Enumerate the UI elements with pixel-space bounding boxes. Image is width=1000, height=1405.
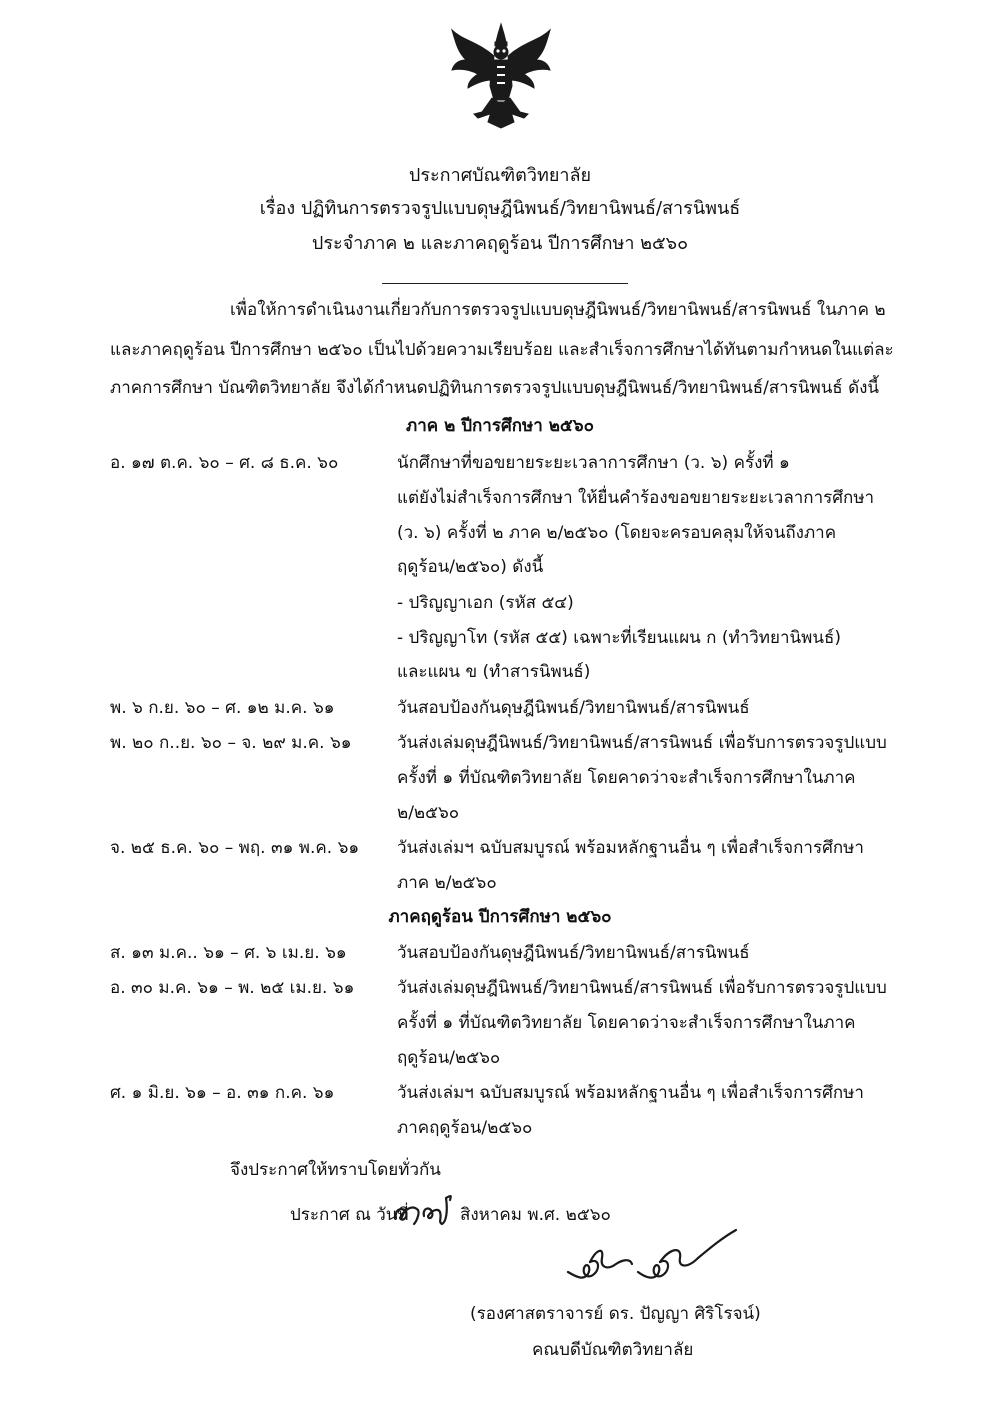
handwritten-day-numeral <box>392 1192 454 1230</box>
announce-date-prefix: ประกาศ ณ วันที่ <box>290 1205 409 1225</box>
entry-line: ๒/๒๕๖๐ <box>397 803 460 823</box>
entry-line: ฤดูร้อน/๒๕๖๐ <box>397 1048 501 1068</box>
entry-line: แต่ยังไม่สำเร็จการศึกษา ให้ยื่นคำร้องขอขยายระยะเวลาการศึกษา <box>397 488 875 508</box>
announcement-term: ประจำภาค ๒ และภาคฤดูร้อน ปีการศึกษา ๒๕๖๐ <box>311 233 689 254</box>
entry-line: วันส่งเล่มฯ ฉบับสมบูรณ์ พร้อมหลักฐานอื่น ๆ เพื่อสำเร็จการศึกษา <box>397 1083 864 1103</box>
closing-announce: จึงประกาศให้ทราบโดยทั่วกัน <box>230 1160 441 1180</box>
entry-line: ภาค ๒/๒๕๖๐ <box>397 873 497 893</box>
entry-line: วันสอบป้องกันดุษฎีนิพนธ์/วิทยานิพนธ์/สารนิพนธ์ <box>397 698 750 718</box>
entry-date: พ. ๒๐ ก..ย. ๖๐ – จ. ๒๙ ม.ค. ๖๑ <box>110 733 352 753</box>
header-divider <box>382 283 628 284</box>
entry-date: พ. ๖ ก.ย. ๖๐ – ศ. ๑๒ ม.ค. ๖๑ <box>110 698 335 718</box>
signatory-title: คณบดีบัณฑิตวิทยาลัย <box>532 1340 694 1360</box>
entry-line: - ปริญญาเอก (รหัส ๕๔) <box>397 593 574 613</box>
entry-line: ฤดูร้อน/๒๕๖๐) ดังนี้ <box>397 557 544 577</box>
entry-line: วันส่งเล่มดุษฎีนิพนธ์/วิทยานิพนธ์/สารนิพนธ์ เพื่อรับการตรวจรูปแบบ <box>397 733 887 753</box>
section-heading-term-2: ภาค ๒ ปีการศึกษา ๒๕๖๐ <box>406 416 594 436</box>
entry-date: จ. ๒๕ ธ.ค. ๖๐ – พฤ. ๓๑ พ.ค. ๖๑ <box>110 838 360 858</box>
entry-date: อ. ๓๐ ม.ค. ๖๑ – พ. ๒๕ เม.ย. ๖๑ <box>110 978 355 998</box>
handwritten-signature <box>560 1228 740 1288</box>
announcement-subject: เรื่อง ปฏิทินการตรวจรูปแบบดุษฎีนิพนธ์/วิทยานิพนธ์/สารนิพนธ์ <box>259 198 741 219</box>
entry-line: ภาคฤดูร้อน/๒๕๖๐ <box>397 1118 533 1138</box>
intro-line-3: ภาคการศึกษา บัณฑิตวิทยาลัย จึงได้กำหนดปฏิทินการตรวจรูปแบบดุษฎีนิพนธ์/วิทยานิพนธ์/สารนิพนธ์ ดังนี้ <box>110 378 880 398</box>
entry-date: อ. ๑๗ ต.ค. ๖๐ – ศ. ๘ ธ.ค. ๖๐ <box>110 453 339 473</box>
entry-line: ครั้งที่ ๑ ที่บัณฑิตวิทยาลัย โดยคาดว่าจะสำเร็จการศึกษาในภาค <box>397 1013 856 1033</box>
entry-line: วันสอบป้องกันดุษฎีนิพนธ์/วิทยานิพนธ์/สารนิพนธ์ <box>397 943 750 963</box>
announce-date-suffix: สิงหาคม พ.ศ. ๒๕๖๐ <box>460 1205 611 1225</box>
intro-line-1: เพื่อให้การดำเนินงานเกี่ยวกับการตรวจรูปแบบดุษฎีนิพนธ์/วิทยานิพนธ์/สารนิพนธ์ ในภาค ๒ <box>230 300 886 320</box>
section-heading-summer: ภาคฤดูร้อน ปีการศึกษา ๒๕๖๐ <box>388 907 612 927</box>
garuda-emblem-icon <box>448 22 554 130</box>
entry-line: ครั้งที่ ๑ ที่บัณฑิตวิทยาลัย โดยคาดว่าจะสำเร็จการศึกษาในภาค <box>397 768 856 788</box>
entry-line: วันส่งเล่มดุษฎีนิพนธ์/วิทยานิพนธ์/สารนิพนธ์ เพื่อรับการตรวจรูปแบบ <box>397 978 887 998</box>
entry-line: วันส่งเล่มฯ ฉบับสมบูรณ์ พร้อมหลักฐานอื่น ๆ เพื่อสำเร็จการศึกษา <box>397 838 864 858</box>
entry-line: - ปริญญาโท (รหัส ๕๕) เฉพาะที่เรียนแผน ก (ทำวิทยานิพนธ์) <box>397 628 841 648</box>
intro-line-2: และภาคฤดูร้อน ปีการศึกษา ๒๕๖๐ เป็นไปด้วยความเรียบร้อย และสำเร็จการศึกษาได้ทันตามกำหนดในแต่ละ <box>110 340 894 360</box>
entry-line: และแผน ข (ทำสารนิพนธ์) <box>397 662 591 682</box>
signatory-name: (รองศาสตราจารย์ ดร. ปัญญา ศิริโรจน์) <box>470 1304 761 1324</box>
entry-date: ส. ๑๓ ม.ค.. ๖๑ – ศ. ๖ เม.ย. ๖๑ <box>110 943 347 963</box>
entry-date: ศ. ๑ มิ.ย. ๖๑ – อ. ๓๑ ก.ค. ๖๑ <box>110 1083 335 1103</box>
entry-line: (ว. ๖) ครั้งที่ ๒ ภาค ๒/๒๕๖๐ (โดยจะครอบคลุมให้จนถึงภาค <box>397 523 837 543</box>
entry-line: นักศึกษาที่ขอขยายระยะเวลาการศึกษา (ว. ๖) ครั้งที่ ๑ <box>397 453 790 473</box>
announcement-issuer: ประกาศบัณฑิตวิทยาลัย <box>408 165 592 186</box>
